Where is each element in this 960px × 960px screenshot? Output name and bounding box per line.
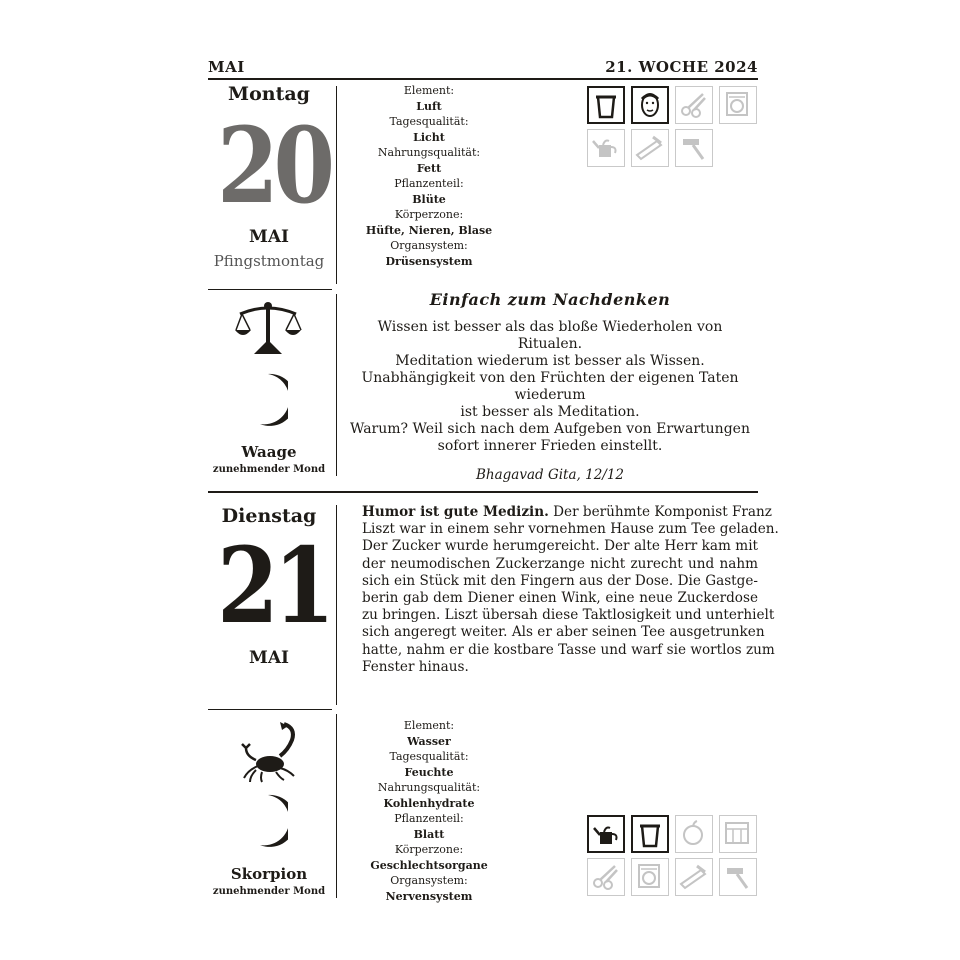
moon-icon <box>248 372 288 426</box>
story-line: zu bringen. Liszt übersah diese Taktlosigkeit und unterhielt <box>362 607 775 624</box>
story-line: berin gab dem Diener einen Wink, eine neue Zuckerdose <box>362 590 758 607</box>
attribute-value: Wasser <box>407 734 451 748</box>
attribute-label: Organsystem: <box>390 239 468 252</box>
story-line: Liszt war in einem sehr vornehmen Hause zum Tee geladen. <box>362 521 779 538</box>
story-text: Der berühmte Komponist Franz <box>548 504 772 520</box>
day1-activity-icons <box>587 86 757 167</box>
attribute-label: Tagesqualität: <box>389 115 469 128</box>
story-line <box>362 504 772 521</box>
zodiac2-moon-phase: zunehmender Mond <box>212 886 326 897</box>
quote-body <box>345 319 755 455</box>
day-separator-rule <box>208 491 758 493</box>
attribute-label: Nahrungsqualität: <box>377 781 481 794</box>
attribute-label: Körperzone: <box>394 843 464 856</box>
attribute-value: Luft <box>416 99 442 113</box>
story-line: hatte, nahm er die kostbare Tasse und warf sie wortlos zum <box>362 641 775 658</box>
attribute-value: Nervensystem <box>385 889 473 903</box>
page-header <box>208 58 758 78</box>
attribute-value: Geschlechtsorgane <box>370 858 488 872</box>
hammer-icon <box>675 129 713 167</box>
day2-activity-icons <box>587 815 757 896</box>
apple-icon <box>675 815 713 853</box>
day2-vertical-divider <box>336 505 337 705</box>
story-line: der neumodischen Zuckerzange nicht zurecht und nahm <box>362 555 758 572</box>
quote-line: Unabhängigkeit von den Früchten der eigenen Taten <box>361 370 739 386</box>
attribute-label: Organsystem: <box>390 874 468 887</box>
attribute-label: Tagesqualität: <box>389 750 469 763</box>
moon-icon <box>248 793 288 847</box>
hammer-icon <box>719 858 757 896</box>
day2-month: MAI <box>249 648 289 668</box>
quote-source: Bhagavad Gita, 12/12 <box>475 467 625 483</box>
day2-weekday: Dienstag <box>221 505 317 527</box>
watering-can-icon <box>587 815 625 853</box>
header-week: 21. WOCHE 2024 <box>605 58 758 76</box>
attribute-label: Nahrungsqualität: <box>377 146 481 159</box>
zodiac1-moon-phase: zunehmender Mond <box>212 464 326 475</box>
scorpio-icon <box>240 720 300 784</box>
quote-line: Meditation wiederum ist besser als Wissen. <box>395 353 705 369</box>
story-lead: Humor ist gute Medizin. <box>362 504 549 520</box>
watering-can-icon <box>587 129 625 167</box>
zodiac1-top-rule <box>208 289 332 290</box>
washing-machine-icon <box>631 858 669 896</box>
libra-icon <box>234 300 302 356</box>
attribute-label: Körperzone: <box>394 208 464 221</box>
header-month: MAI <box>208 58 245 76</box>
day1-month: MAI <box>249 227 289 247</box>
day1-weekday: Montag <box>228 83 310 105</box>
washing-machine-icon <box>719 86 757 124</box>
window-icon <box>719 815 757 853</box>
attribute-value: Drüsensystem <box>385 254 473 268</box>
day2-attributes <box>359 718 499 904</box>
attribute-value: Kohlenhydrate <box>383 796 475 810</box>
saw-icon <box>675 858 713 896</box>
story-line: sich angeregt weiter. Als er aber seinen Tee ausgetrunken <box>362 624 765 641</box>
attribute-label: Pflanzenteil: <box>394 177 464 190</box>
day1-date: 20 <box>217 104 330 227</box>
saw-icon <box>631 129 669 167</box>
day1-attributes <box>359 83 499 269</box>
quote-line: Wissen ist besser als das bloße Wiederholen von Ritualen. <box>377 319 723 352</box>
reflection-quote <box>345 290 755 483</box>
day1-holiday: Pfingstmontag <box>213 252 325 270</box>
zodiac1-vertical-divider <box>336 294 337 476</box>
attribute-value: Fett <box>416 161 442 175</box>
quote-line: Warum? Weil sich nach dem Aufgeben von Erwartungen <box>350 421 750 437</box>
story-line: sich ein Stück mit den Fingern aus der Dose. Die Gastge- <box>362 572 758 589</box>
attribute-value: Hüfte, Nieren, Blase <box>365 223 493 237</box>
attribute-label: Pflanzenteil: <box>394 812 464 825</box>
attribute-value: Blatt <box>413 827 445 841</box>
story-line: Der Zucker wurde herumgereicht. Der alte Herr kam mit <box>362 538 758 555</box>
header-rule <box>208 78 758 80</box>
zodiac2-sign: Skorpion <box>230 865 308 883</box>
day2-date: 21 <box>217 524 330 647</box>
quote-line: wiederum <box>514 387 586 403</box>
attribute-value: Blüte <box>412 192 446 206</box>
day1-vertical-divider <box>336 86 337 284</box>
bucket-icon <box>587 86 625 124</box>
scissors-icon <box>675 86 713 124</box>
attribute-value: Feuchte <box>404 765 454 779</box>
quote-line: ist besser als Meditation. <box>460 404 640 420</box>
attribute-value: Licht <box>413 130 445 144</box>
story-line: Fenster hinaus. <box>362 658 469 675</box>
quote-title: Einfach zum Nachdenken <box>429 290 671 309</box>
face-icon <box>631 86 669 124</box>
zodiac1-sign: Waage <box>241 443 297 461</box>
quote-line: sofort innerer Frieden einstellt. <box>437 438 663 454</box>
scissors-icon <box>587 858 625 896</box>
attribute-label: Element: <box>403 84 455 97</box>
zodiac2-vertical-divider <box>336 714 337 898</box>
bucket-icon <box>631 815 669 853</box>
zodiac2-top-rule <box>208 709 332 710</box>
attribute-label: Element: <box>403 719 455 732</box>
humor-story <box>362 504 779 676</box>
